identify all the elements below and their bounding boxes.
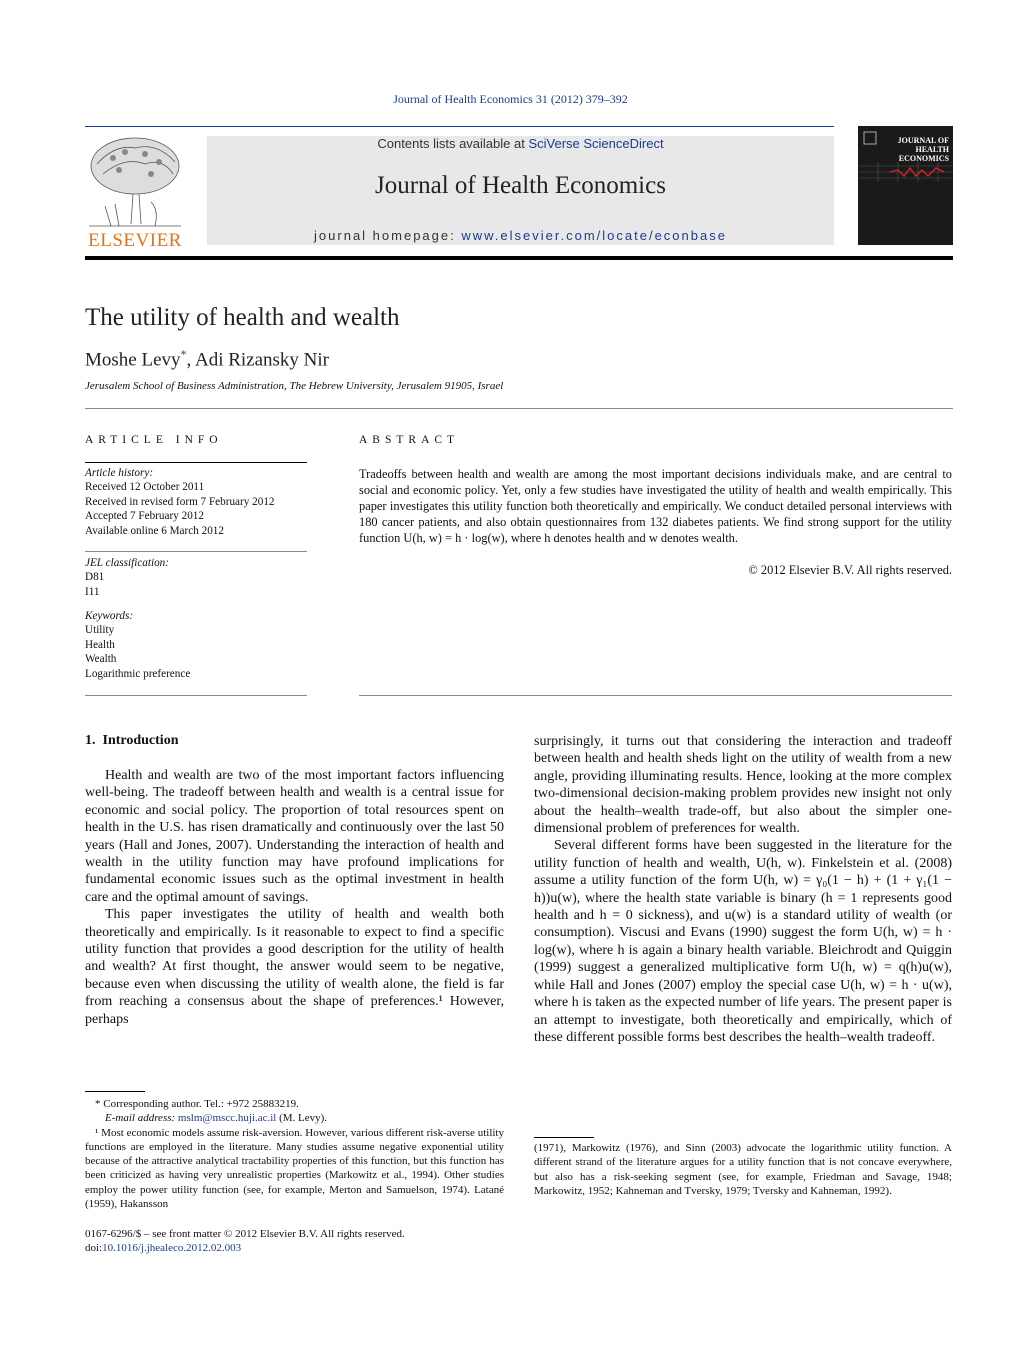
- journal-title: Journal of Health Economics: [375, 172, 666, 199]
- author-levy: Moshe Levy: [85, 349, 181, 371]
- intro-paragraph-2: This paper investigates the utility of health and wealth both theoretically and empirically. Is it reasonable to expect to find a specific utility function that provides a good description for the utility of health and wealth? At first thought, the answer would seem to be negative, because even when discussing the utility of wealth alone, the field is far from reaching a consensus about the shape of preferences.¹ However, perhaps: [85, 907, 504, 1027]
- doi-line: doi:10.1016/j.jhealeco.2012.02.003: [85, 1242, 242, 1255]
- intro-paragraph-4: Several different forms have been suggested in the literature for the utility function of health and wealth, U(h, w). Finkelstein et al. (2008) assume a utility function of the form U(h, w) = γ₀(1 − h) + (1 + γ₁(1 − h))u(w), where the health state variable is binary (h = 1 represents good health and h = 0 sickness), and u(w) is a standard utility of wealth (or consumption). Viscusi and Evans (1990) suggest the form U(h, w) = h · log(w), where h is again a binary health variable. Bleichrodt and Quiggin (1999) suggest a generalized multiplicative form U(h, w) = q(h)u(w), while Hall and Jones (2007) employ the special case U(h, w) = h · u(w), where h is taken as the expected number of life years. The present paper is an attempt to investigate, both theoretically and empirically, which of these different possible forms best describes the health–wealth tradeoff.: [534, 838, 952, 1045]
- history-accepted: Accepted 7 February 2012: [85, 510, 204, 523]
- keywords: Keywords: Utility Health Wealth Logarithmic preference: [85, 609, 307, 681]
- corresponding-author-mark[interactable]: *: [180, 347, 187, 361]
- homepage-link[interactable]: www.elsevier.com/locate/econbase: [461, 228, 727, 243]
- front-matter: [85, 1227, 585, 1256]
- article-info-bottom-rule: [85, 695, 307, 696]
- keyword: Health: [85, 638, 115, 651]
- article-title: The utility of health and wealth: [85, 304, 400, 331]
- author-nir: Adi Rizansky Nir: [194, 349, 330, 371]
- intro-paragraph-1: Health and wealth are two of the most important factors influencing well-being. The tradeoff between health and wealth is a central issue for economic and social policy. The proportion of total resources spent on health in the U.S. has risen dramatically and continuously over the last 50 years (Hall and Jones, 2007). Understanding the interaction of health and wealth in the utility function may have profound implications for fundamental economic issues such as the optimal investment in health care and the optimal amount of savings.: [85, 768, 504, 905]
- sciencedirect-link[interactable]: SciVerse ScienceDirect: [528, 136, 664, 151]
- footnote-1: ¹ Most economic models assume risk-aversion. However, various different risk-averse utility functions are employed in the literature. Many studies assume negative exponential utility because of the attractive analytical tractability properties of this function, but this function has been criticized as having very unrealistic properties (Markowitz et al., 1994). Other studies employ the power utility function (see, for example, Merton and Samuelson, 1974). Latané (1959), Hakansson: [85, 1126, 504, 1211]
- history-received: Received 12 October 2011: [85, 481, 205, 494]
- homepage-line: journal homepage: www.elsevier.com/locate/econbase: [314, 228, 727, 243]
- footnotes-left: [85, 1097, 504, 1211]
- keyword: Logarithmic preference: [85, 667, 191, 680]
- intro-paragraph-3: surprisingly, it turns out that considering the interaction and tradeoff between health and health sheds light on the utility of wealth from a new angle, providing illuminating results. Hence, looking at the more complex two-dimensional decision-making problem provides new insight not only about the health–wealth trade-off, but also about the simpler one-dimensional problem of preferences for wealth.: [534, 734, 952, 837]
- abstract-copyright: © 2012 Elsevier B.V. All rights reserved.: [748, 563, 952, 577]
- author-list: Moshe Levy*, Adi Rizansky Nir: [85, 347, 330, 371]
- affiliation-rule: [85, 408, 953, 409]
- journal-citation[interactable]: Journal of Health Economics 31 (2012) 379–392: [393, 92, 628, 106]
- history-online: Available online 6 March 2012: [85, 524, 224, 537]
- right-column: [534, 733, 952, 1046]
- issn-line: 0167-6296/$ – see front matter © 2012 Elsevier B.V. All rights reserved.: [85, 1228, 405, 1240]
- cover-graphic: [858, 126, 953, 245]
- header-bottom-rule: [85, 256, 953, 260]
- footnote-rule-right: [534, 1137, 594, 1138]
- header-top-rule: [85, 126, 834, 127]
- section-heading: 1. Introduction: [85, 733, 179, 748]
- article-info-rule: [85, 462, 307, 463]
- left-column: [85, 767, 504, 1028]
- footnote-email: E-mail address: mslm@mscc.huji.ac.il (M. Levy).: [105, 1112, 328, 1125]
- abstract-bottom-rule: [359, 695, 952, 696]
- abstract-heading: ABSTRACT: [359, 434, 460, 446]
- jel-code: I11: [85, 585, 100, 598]
- history-rule: [85, 551, 307, 552]
- keyword: Wealth: [85, 653, 117, 666]
- doi-link[interactable]: 10.1016/j.jhealeco.2012.02.003: [102, 1242, 242, 1255]
- footnote-corresponding: * Corresponding author. Tel.: +972 25883219.: [95, 1098, 299, 1110]
- elsevier-logo: [85, 134, 185, 251]
- abstract-text: Tradeoffs between health and wealth are among the most important decisions individuals make, and are central to social and economic policy. Yet, only a few studies have investigated the utility of health and wealth empirically. This paper investigates this utility function both theoretically and empirically. We conduct detailed personal interviews with 180 cancer patients, and also obtain questionnaires from 132 diabetes patients. We find strong support for the utility function U(h, w) = h · log(w), where h denotes health and w denotes wealth.: [359, 467, 952, 545]
- footnote-rule-left: [85, 1091, 145, 1092]
- article-history: Article history: Received 12 October 2011 Received in revised form 7 February 2012 Accepted 7 February 2012 Available online 6 March 2012: [85, 466, 307, 538]
- publisher-name: ELSEVIER: [88, 230, 182, 251]
- journal-banner: [207, 136, 834, 245]
- jel-code: D81: [85, 571, 105, 584]
- contents-line: Contents lists available at SciVerse ScienceDirect: [377, 136, 664, 151]
- footnote-1-continued: (1971), Markowitz (1976), and Sinn (2003) advocate the logarithmic utility function. A different strand of the literature argues for a utility function that is not concave everywhere, but also has a risk-seeking segment (see, for example, Friedman and Savage, 1948; Markowitz, 1952; Kahneman and Tversky, 1979; Tversky and Kahneman, 1992).: [534, 1142, 952, 1197]
- keyword: Utility: [85, 624, 115, 637]
- email-link[interactable]: mslm@mscc.huji.ac.il: [177, 1112, 277, 1125]
- cover-title: JOURNAL OF HEALTH ECONOMICS: [897, 136, 949, 163]
- affiliation: Jerusalem School of Business Administration, The Hebrew University, Jerusalem 91905, Israel: [85, 380, 504, 392]
- tree-icon: [85, 134, 185, 230]
- history-revised: Received in revised form 7 February 2012: [85, 495, 275, 508]
- article-info-heading: ARTICLE INFO: [85, 434, 223, 446]
- journal-cover[interactable]: [858, 126, 953, 245]
- jel-classification: JEL classification: D81 I11: [85, 556, 307, 599]
